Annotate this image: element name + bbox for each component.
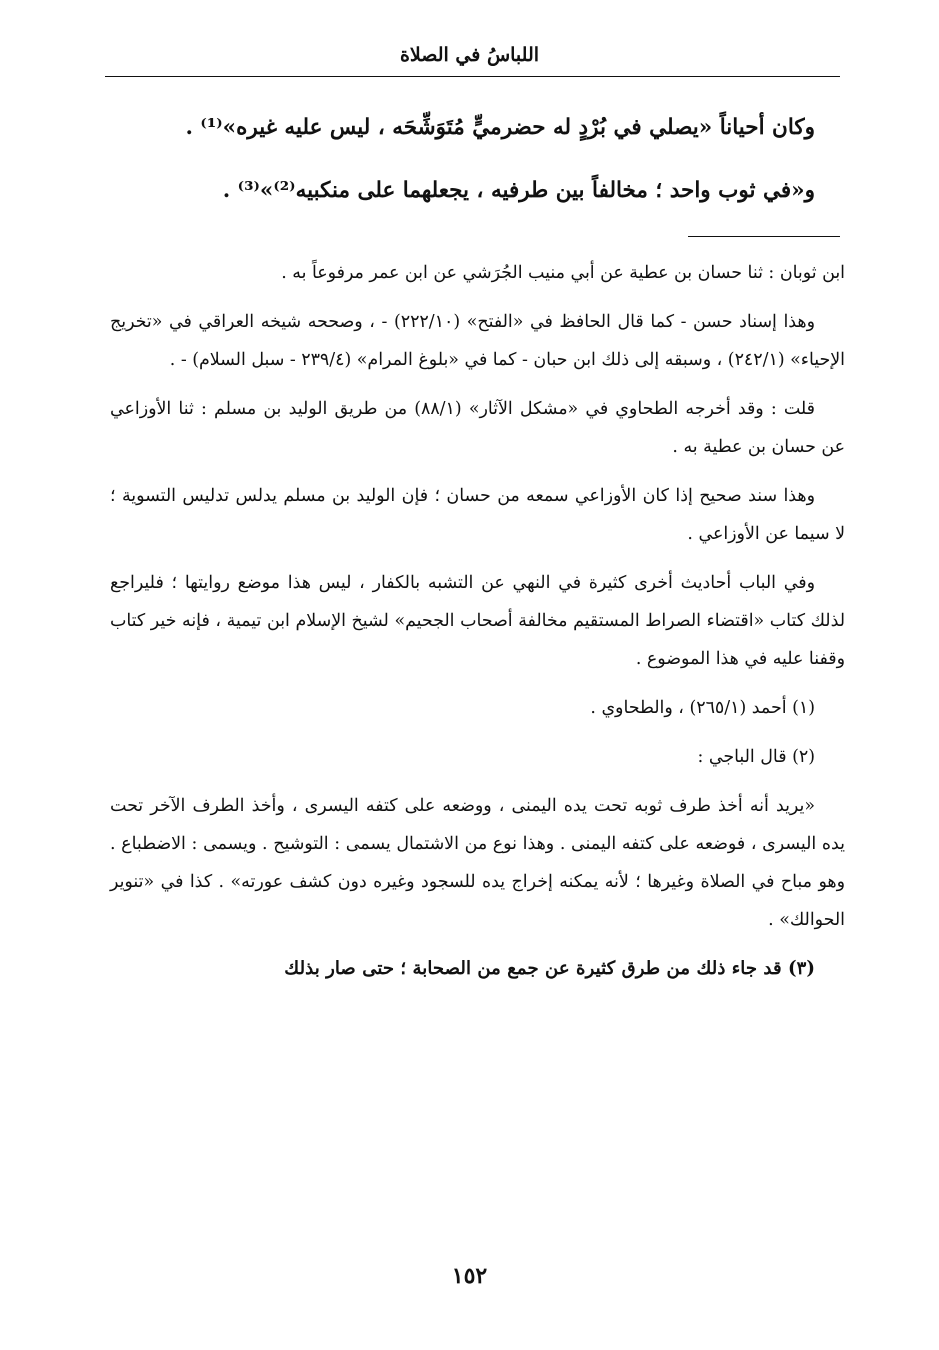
footnotes-area (110, 254, 845, 988)
running-header: اللباسُ في الصلاة (399, 44, 540, 66)
footnote-2-quote: «يريد أنه أخذ طرف ثوبه تحت يده اليمنى ، ووضعه على كتفه اليسرى ، وأخذ الطرف الآخر تحت يده اليسرى ، فوضعه على كتفه اليمنى . وهذا نوع من الاشتمال يسمى : التوشيح . ويسمى : الاضطباع . وهو مباح في الصلاة وغيرها ؛ لأنه يمكنه إخراج يده للسجود وغيره دون كشف عورته» . كذا في «تنوير الحوالك» . (110, 796, 845, 930)
main-text (110, 96, 815, 222)
note-paragraph-5: وفي الباب أحاديث أخرى كثيرة في النهي عن التشبه بالكفار ، ليس هذا موضع روايتها ؛ فليراجع لذلك كتاب «اقتضاء الصراط المستقيم مخالفة أصحاب الجحيم» لشيخ الإسلام ابن تيمية ، فإنه خير كتاب وقفنا عليه في هذا الموضوع . (110, 573, 845, 669)
footnote-1: (١) أحمد (٢٦٥/١) ، والطحاوي . (590, 698, 815, 718)
footnote-3: (٣) قد جاء ذلك من طرق كثيرة عن جمع من الصحابة ؛ حتى صار بذلك (284, 958, 815, 979)
note-paragraph-3: قلت : وقد أخرجه الطحاوي في «مشكل الآثار» (٨٨/١) من طريق الوليد بن مسلم : ثنا الأوزاعي عن حسان بن عطية به . (110, 399, 845, 457)
footnote-2: (٢) قال الباجي : (697, 747, 815, 767)
page-number: ١٥٢ (451, 1263, 488, 1289)
note-paragraph-4: وهذا سند صحيح إذا كان الأوزاعي سمعه من حسان ؛ فإن الوليد بن مسلم يدلس تدليس التسوية ؛ لا سيما عن الأوزاعي . (110, 486, 845, 544)
header-rule (105, 76, 840, 77)
note-paragraph-1: ابن ثوبان : ثنا حسان بن عطية عن أبي منيب الجُرَشي عن ابن عمر مرفوعاً به . (281, 263, 845, 283)
footnote-separator (688, 236, 840, 237)
main-text-line-2: و«في ثوب واحد ؛ مخالفاً بين طرفيه ، يجعلهما على منكبيه⁽²⁾»⁽³⁾ . (222, 178, 815, 203)
note-paragraph-2: وهذا إسناد حسن - كما قال الحافظ في «الفتح» (٢٢٢/١٠) - ، وصححه شيخه العراقي في «تخريج الإحياء» (٢٤٢/١) ، وسبقه إلى ذلك ابن حبان - كما في «بلوغ المرام» (٢٣٩/٤ - سبل السلام) - . (110, 312, 845, 370)
main-text-line-1: وكان أحياناً «يصلي في بُرْدٍ له حضرميٍّ مُتَوَشِّحَه ، ليس عليه غيره»⁽¹⁾ . (185, 115, 815, 140)
